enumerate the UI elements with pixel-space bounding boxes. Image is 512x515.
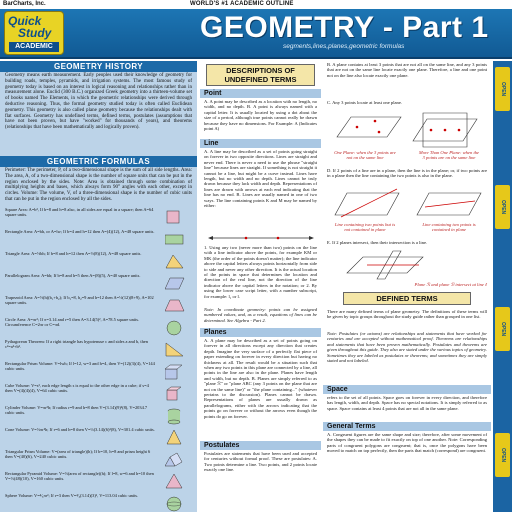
quickstudy-logo [4,11,64,55]
formula-shape-icon [165,363,185,381]
formula-shape-icon [165,385,185,403]
formula-row [0,295,197,317]
logo-study: Study [18,26,52,40]
formula-text: Square Area: A=b², If b=8 and h=8 also, in all sides are equal in a square; then A=64 square units. [5,207,154,217]
one-plane-caption: One Plane: when the 3 points are not on the same line [334,150,396,161]
formula-row [0,427,197,449]
formula-text: Parallelogram Area: A=bh; If b=8 and h=5 then A=(8)(5), A=40 square units. [5,273,141,278]
formula-shape-icon [165,407,185,425]
formula-shape-icon [165,451,185,469]
general-terms-text: A. Congruent figures are the same shape and size; therefore, after some movement of the shapes they can be made to fit exactly on top of one another. Note: Corresponding parts of congruent polygons are congruent; that is, once the polygons have been moved to match on top perfectly, then the parts that match (correspond) are congruent. [327,432,487,454]
line-heading: Line [200,139,321,148]
formula-text: Trapezoid Area: A=½(h)(b₁+b₂); If b₁=8, b₂=9 and h=12 then A=½(12)(8+9), A=102 square units. [5,295,154,305]
postulate-e-text: E. If 2 planes intersect, then their intersection is a line. [327,240,428,245]
plane-points-diagram [327,107,487,149]
line-text: A. A line may be described as a set of points going straight on forever in two opposite directions. Lines are straight and never end. There is never a need to use the phrase "straight line" because lines are straight. If something is not straight it cannot be a line, but might be a curve instead. Lines have length, but no width and no depth. Lines cannot be truly drawn because they lack width and depth. Representations of lines are drawn with arrows at each end indicating that the line has no end. B. Lines are usually named in one of two ways. The line containing points K and M may be named by either: [204,149,317,209]
open-tab-2[interactable]: OPEN [495,185,510,229]
postulates-heading: Postulates [200,441,321,450]
undefined-terms-heading: DESCRIPTIONS OF UNDEFINED TERMS [206,64,315,86]
formula-row [0,383,197,405]
formula-row [0,317,197,339]
formula-text: Cylinder Volume: V=πr²h; If radius r=9 and h=8 then V=(3.14)(9)²(8), V=2034.7 cubic units. [5,405,148,415]
planes-text: A. A plane may be described as a set of points going on forever in all directions except any direction that creates depth. Imagine the very surface of a perfectly flat piece of paper extending on forever in every direction but having no thickness at all. The result would be a situation such that when any two points in this plane are connected by a line, all points in the line are also in the plane. Planes have length and width, but no depth. B. Planes are simply referred to as "plane ℛ" or "plane ABC (any 3 points on the plane that are not on the same line)" or "the plane containing..." (whatever pertains to the discussion). Planes cannot be drawn. Representations of planes are usually drawn as parallelograms, either with the arrows indicating that the points go on forever or without the arrows even though the points do go on forever. [204,338,317,419]
formula-text: Rectangle Area: A=bh, or A=lw; If b=4 and h=12 then A=(4)(12), A=48 square units. [5,229,155,234]
line-note: Note: In coordinate geometry: points can be assigned numbered values, and, as a result, equations of lines can be determined. See Algebra - Part 2. [204,307,317,323]
formula-row [0,273,197,295]
header-banner [0,9,512,59]
line-in-caption: Line containing two points is contained in plane [422,222,476,233]
planes-heading: Planes [200,328,321,337]
formula-shape-icon [165,473,185,491]
postulate-c-text: C. Any 3 points locate at least one plane. [327,100,403,105]
open-tab-1[interactable]: OPEN [495,67,510,111]
formula-shape-icon [165,253,185,271]
point-heading: Point [200,89,321,98]
top-bar [0,0,512,9]
page-subtitle: segments,lines,planes,geometric formulas [283,43,405,50]
tagline: WORLD'S #1 ACADEMIC OUTLINE [190,1,294,7]
defined-intro: There are many defined terms of plane geometry. The definitions of these terms will be given by topic groups throughout the study guide rather than grouped in one list. [327,309,487,320]
formula-shape-icon [165,231,185,249]
formula-row [0,471,197,493]
space-text: refers to the set of all points. Space goes on forever in every direction, and therefore has length, width, and depth. Space has no special notations. It is simply referred to as space. Space contains at least 4 points that are not all in the same plane. [327,395,487,411]
general-terms-heading: General Terms [323,422,491,431]
formula-shape-icon [165,495,185,513]
logo-academic: ACADEMIC [9,42,59,52]
line-not-caption: Line containing two points but is not contained in plane [334,222,396,233]
formula-row [0,229,197,251]
formula-text: Triangular Prism Volume: V=(area of triangle)(h); If b=10, h=8 and prism height 6 then V=(40)(6), V=240 cubic units. [5,449,151,459]
formula-row [0,339,197,361]
formula-text: Pythagorean Theorem: If a right triangle has hypotenuse c and sides a and b, then c²=a²+b². [5,339,148,349]
history-text: Geometry means earth measurement. Early peoples used their knowledge of geometry for building roads, temples, pyramids, and irrigation systems. The most famous study of geometry today is based on an interest in logical reasoning and relationships rather than in measurement alone. Euclid (300 B.C.) organized Greek geometry into a thirteen-volume set of books named The Elements, in which the geometric relationships were derived through deductive reasoning. Thus, the formal geometry studied today is often called Euclidean geometry. This geometry is also called plane geometry because the relationships dealt with flat surfaces. Geometry has undefined terms, defined terms, postulates (assumptions that have not been proven, but have "worked" for thousands of years), and theorems (relationships that have been mathematically and logically proven). [5,73,192,131]
formula-text: Circle Area: A=πr²; If π=3.14 and r=5 then A=3.14(5)², A=78.5 square units. Circumference C=2πr or C=πd. [5,317,140,327]
formula-text: Rectangular Pyramid Volume: V=⅓(area of rectangle)(h); If l=8, w=6 and h=10 then V=⅓(48)(10), V=160 cubic units. [5,471,154,481]
formula-shape-icon [165,319,185,337]
side-tab-strip [493,61,512,512]
defined-terms-heading: DEFINED TERMS [343,292,471,305]
logo-quick: Quick [8,14,42,28]
page-title: GEOMETRY - Part 1 [200,11,489,44]
formulas-heading: GEOMETRIC FORMULAS [0,156,197,167]
formula-text: Cube Volume: V=s³, each edge length s is equal to the other edge in a cube; if s=4 then V=(4)(4)(4), V=64 cubic units. [5,383,149,393]
line-list: 1. Using any two (never more than two) points on the line with a line indicator above the points, for example KM or MK (the order of the points doesn't matter); the line indicator above the capital letters always points horizontally from side to side and never any other direction. It is the actual location of the points in space that determines the location and direction of the real line, not the direction of the line indicator above the capital letters in the notation; or 2. By using the lower case script letter, with a number subscript, for example: l₁ or l. [204,245,317,299]
formula-row [0,207,197,229]
formula-row [0,361,197,383]
formula-row [0,251,197,273]
space-heading: Space [323,385,491,394]
postulates-text: Postulates are statements that have been used and accepted for centuries without formal proof. These are postulates: A. Two points determine a line. Two points, and 2 points locate exactly one line. [204,451,317,473]
defined-note: Note: Postulates (or axioms) are relationships and statements that have worked for centuries and are accepted without mathematical proof. Theorems are relationships and statements that have been proven mathematically. Postulates and theorems are given throughout this guide. They also are stated under the various topics of geometry. Sometimes they are labeled as postulates or theorems; and sometimes they are simply stated and not labeled. [327,331,487,364]
formula-shape-icon [165,297,185,315]
postulate-b-text: B. A plane contains at least 3 points that are not all on the same line, and any 3 points that are not on the same line locate exactly one plane. Therefore, a line and one point not on the line also locate exactly one plane. [327,62,487,78]
formula-shape-icon [165,275,185,293]
formula-text: Rectangular Prism Volume: V=lwh; If l=12, w=3 and h=4, then V=(12)(3)(4), V=144 cubic units. [5,361,155,371]
right-column [323,61,491,512]
publisher-name: BarCharts, Inc. [3,1,46,7]
formula-row [0,449,197,471]
formula-row [0,405,197,427]
line-plane-diagram [327,185,487,221]
open-tab-4[interactable]: OPEN [495,433,510,477]
many-plane-caption: More Than One Plane: when the 3 points are on the same line [418,150,480,161]
planes-caption: Plane ℛ and plane ℬ intersect at line ℓ [414,282,487,287]
formula-shape-icon [165,429,185,447]
formulas-intro: Perimeter: The perimeter, P, of a two-dimensional shape is the sum of all side lengths. Area: The area, A, of a two-dimensional shape is the number of square units that can be put in the region enclosed by the sides. Note: Area is obtained through some combination of multiplying heights and bases, which always form 90° angles with each other, except in circles. Volume: The volume, V, of a three-dimensional shape is the number of cubic units that can be put in the region enclosed by all the sides. [5,168,192,202]
open-tab-3[interactable]: OPEN [495,307,510,351]
formula-text: Triangle Area: A=½bh; If b=8 and h=12 then A=½(8)(12), A=48 square units. [5,251,142,256]
middle-column [200,61,321,512]
left-column [0,61,197,512]
formula-text: Cone Volume: V=⅓πr²h; If r=6 and h=8 then V=⅓(3.14)(6)²(8), V=301.4 cubic units. [5,427,155,432]
point-text: A. A point may be described as a location with no length, no width, and no depth. B. A point is always named with a capital letter. It is usually located by using a dot about the size of a period, although true points cannot really be drawn because they have no dimensions. For Example: A (Indicates point A) [204,99,317,132]
line-diagram [206,230,316,244]
formula-shape-icon [165,341,185,359]
history-heading: GEOMETRY HISTORY [0,61,197,72]
formula-text: Sphere Volume: V=⁴⁄₃πr³; If r=3 then V=⁴⁄₃(3.14)(3)³, V=113.04 cubic units. [5,493,139,498]
formula-list [0,207,197,515]
planes-intersect-diagram [327,247,487,281]
formula-shape-icon [165,209,185,227]
postulate-d-text: D. If 2 points of a line are in a plane, then the line is in the plane; or, if two points are in a plane then the line containing the two points is also in the plane. [327,168,487,179]
